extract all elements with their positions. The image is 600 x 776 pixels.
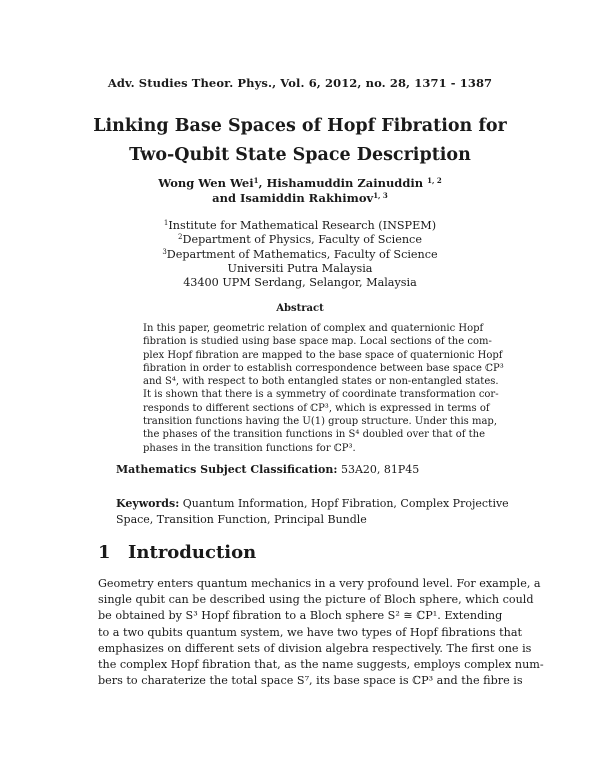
- body-line: the complex Hopf fibration that, as the name suggests, employs complex num-: [98, 658, 544, 672]
- section-number: 1: [98, 542, 111, 563]
- keywords-block: [98, 496, 509, 527]
- author-affil-mark: 1: [253, 176, 259, 185]
- abstract-line: responds to different sections of ℂP³, which is expressed in terms of: [143, 402, 490, 414]
- affiliation-line: 43400 UPM Serdang, Selangor, Malaysia: [183, 276, 417, 290]
- body-line: Geometry enters quantum mechanics in a very profound level. For example, a: [98, 577, 541, 590]
- body-line: to a two qubits quantum system, we have two types of Hopf fibrations that: [98, 625, 523, 639]
- msc-label: Mathematics Subject Classification:: [116, 463, 338, 476]
- body-line: single qubit can be described using the picture of Bloch sphere, which could: [98, 593, 534, 607]
- abstract-line: plex Hopf fibration are mapped to the base space of quaternionic Hopf: [143, 349, 503, 361]
- keywords-line: Keywords: Quantum Information, Hopf Fibration, Complex Projective: [116, 497, 509, 510]
- affiliation-line: $^3$Department of Mathematics, Faculty of Science: [162, 247, 438, 261]
- abstract-line: fibration is studied using base space map. Local sections of the com-: [143, 336, 492, 348]
- affiliations: [0, 219, 600, 290]
- body-line: be obtained by S³ Hopf fibration to a Bloch sphere S² ≅ ℂP¹. Extending: [98, 609, 503, 623]
- body-line: emphasizes on different sets of division algebra respectively. The first one is: [98, 641, 532, 655]
- author-name: and Isamiddin Rakhimov: [212, 191, 374, 205]
- affiliation-line: Universiti Putra Malaysia: [227, 261, 373, 275]
- abstract-line: transition functions having the U(1) group structure. Under this map,: [143, 416, 498, 428]
- title-line-2: Two-Qubit State Space Description: [129, 145, 471, 165]
- section-title: Introduction: [128, 542, 257, 563]
- author-name: Hishamuddin Zainuddin: [266, 176, 424, 190]
- paper-title: [0, 112, 600, 170]
- keywords-line: Space, Transition Function, Principal Bundle: [116, 512, 367, 526]
- author-list: [0, 176, 600, 206]
- abstract-line: the phases of the transition functions in S⁴ doubled over that of the: [143, 429, 485, 441]
- keywords-label: Keywords:: [116, 497, 180, 510]
- body-line: bers to charaterize the total space S⁷, its base space is ℂP³ and the fibre is: [98, 674, 523, 688]
- msc-line: [116, 463, 496, 476]
- intro-paragraph: [98, 576, 544, 689]
- section-heading: [98, 542, 256, 563]
- msc-codes: 53A20, 81P45: [340, 463, 420, 476]
- author-name: Wong Wen Wei: [158, 176, 254, 190]
- author-line-2: [0, 191, 600, 206]
- abstract-line: In this paper, geometric relation of complex and quaternionic Hopf: [143, 323, 484, 334]
- abstract-heading: Abstract: [276, 303, 324, 314]
- abstract-line: It is shown that there is a symmetry of coordinate transformation cor-: [143, 389, 499, 401]
- abstract-line: fibration in order to establish correspondence between base space ℂP³: [143, 362, 504, 374]
- title-line-1: Linking Base Spaces of Hopf Fibration for: [93, 116, 507, 136]
- affiliation-line: $^2$Department of Physics, Faculty of Science: [178, 233, 422, 247]
- abstract-line: phases in the transition functions for ℂP³.: [143, 442, 356, 454]
- author-affil-mark: 1, 2: [427, 176, 442, 185]
- affiliation-line: $^1$Institute for Mathematical Research (INSPEM): [163, 219, 437, 232]
- author-line-1: Wong Wen Wei$^1$, Hishamuddin Zainuddin $^{1, 2}$: [158, 176, 442, 190]
- abstract-body: [127, 322, 504, 455]
- author-affil-mark: 1, 3: [373, 191, 388, 200]
- journal-header: Adv. Studies Theor. Phys., Vol. 6, 2012, no. 28, 1371 - 1387: [107, 76, 493, 90]
- abstract-line: and S⁴, with respect to both entangled states or non-entangled states.: [143, 376, 499, 388]
